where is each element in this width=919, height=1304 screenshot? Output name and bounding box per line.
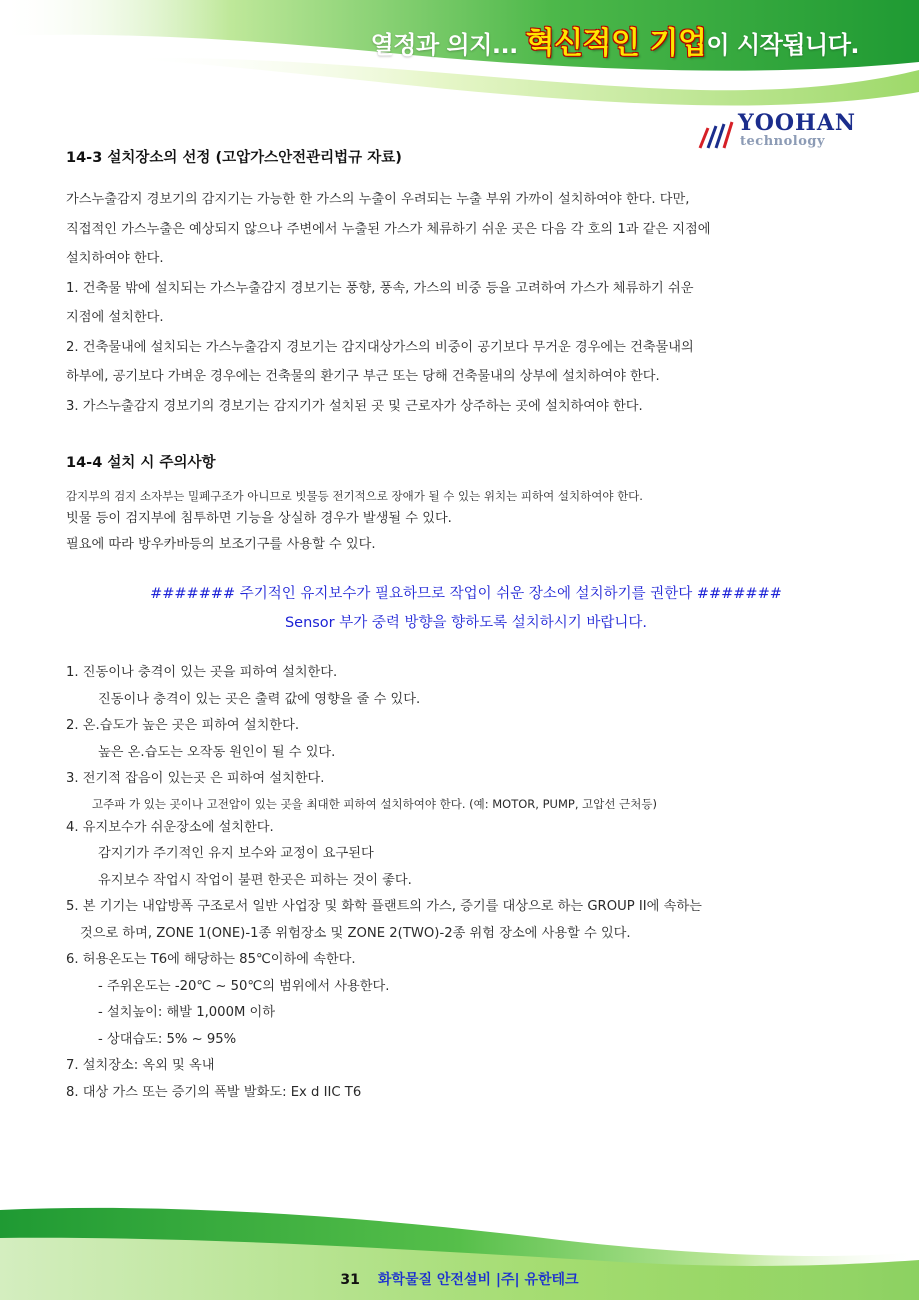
document-body [66, 146, 866, 1106]
slogan-pre: 열정과 의지... [370, 31, 526, 59]
list-item: 5. 본 기기는 내압방폭 구조로서 일반 사업장 및 화학 플랜트의 가스, 증기를 대상으로 하는 GROUP II에 속하는 [66, 899, 702, 914]
list-item-detail: 진동이나 충격이 있는 곳은 출력 값에 영향을 줄 수 있다. [98, 691, 421, 707]
list-item-detail: 것으로 하며, ZONE 1(ONE)-1종 위험장소 및 ZONE 2(TWO)-2종 위험 장소에 사용할 수 있다. [80, 925, 631, 941]
page-number: 31 [340, 1272, 360, 1288]
paragraph-line: 3. 가스누출감지 경보기의 경보기는 감지기가 설치된 곳 및 근로자가 상주하는 곳에 설치하여야 한다. [66, 398, 643, 414]
paragraph-line: 1. 건축물 밖에 설치되는 가스누출감지 경보기는 풍향, 풍속, 가스의 비중 등을 고려하여 가스가 체류하기 쉬운 [66, 280, 694, 296]
paragraph-line: 필요에 따라 방우카바등의 보조기구를 사용할 수 있다. [66, 537, 376, 552]
list-item: 4. 유지보수가 쉬운장소에 설치한다. [66, 819, 274, 835]
paragraph-line: 설치하여야 한다. [66, 251, 164, 266]
paragraph-line: 지점에 설치한다. [66, 310, 164, 325]
paragraph-line: 직접적인 가스누출은 예상되지 않으나 주변에서 누출된 가스가 체류하기 쉬운 곳은 다음 각 호의 1과 같은 지점에 [66, 221, 711, 237]
footer [0, 1269, 919, 1289]
paragraph-line: 2. 건축물내에 설치되는 가스누출감지 경보기는 감지대상가스의 비중이 공기보다 무거운 경우에는 건축물내의 [66, 339, 694, 355]
section-heading-14-3: 14-3 설치장소의 선정 (고압가스안전관리법규 자료) [66, 150, 402, 166]
list-item: 7. 설치장소: 옥외 및 옥내 [66, 1058, 215, 1073]
list-item: 8. 대상 가스 또는 증기의 폭발 발화도: Ex d IIC T6 [66, 1084, 362, 1100]
paragraph-line: 가스누출감지 경보기의 감지기는 가능한 한 가스의 누출이 우려되는 누출 부위 가까이 설치하여야 한다. 다만, [66, 192, 690, 207]
notice-line: Sensor 부가 중력 방향을 향하도록 설치하시기 바랍니다. [284, 615, 648, 631]
list-item-detail: 고주파 가 있는 곳이나 고전압이 있는 곳을 최대한 피하여 설치하여야 한다. (예: MOTOR, PUMP, 고압선 근처등) [92, 796, 657, 811]
notice-line: ####### 주기적인 유지보수가 필요하므로 작업이 쉬운 장소에 설치하기를 권한다 ####### [150, 586, 782, 602]
list-item-detail: 유지보수 작업시 작업이 불편 한곳은 피하는 것이 좋다. [98, 872, 412, 888]
slogan-highlight: 혁신적인 기업 [525, 26, 707, 61]
list-item-detail: 감지기가 주기적인 유지 보수와 교정이 요구된다 [98, 846, 374, 861]
list-item-detail: - 설치높이: 해발 1,000M 이하 [98, 1005, 276, 1020]
list-item: 3. 전기적 잡음이 있는곳 은 피하여 설치한다. [66, 771, 325, 786]
list-item: 2. 온.습도가 높은 곳은 피하여 설치한다. [66, 718, 300, 733]
paragraph-line-small: 감지부의 검지 소자부는 밀폐구조가 아니므로 빗물등 전기적으로 장애가 될 수 있는 위치는 피하여 설치하여야 한다. [66, 489, 643, 503]
footer-company: 화학물질 안전설비 |주| 유한테크 [377, 1272, 579, 1288]
list-item-detail: - 상대습도: 5% ~ 95% [98, 1031, 237, 1047]
slogan [371, 18, 859, 62]
section-heading-14-4: 14-4 설치 시 주의사항 [66, 455, 216, 471]
paragraph-line: 빗물 등이 검지부에 침투하면 기능을 상실하 경우가 발생될 수 있다. [66, 511, 452, 526]
list-item: 6. 허용온도는 T6에 해당하는 85℃이하에 속한다. [66, 952, 356, 967]
logo-wordmark: YOOHAN [738, 110, 856, 136]
paragraph-line: 하부에, 공기보다 가벼운 경우에는 건축물의 환기구 부근 또는 당해 건축물내의 상부에 설치하여야 한다. [66, 369, 660, 384]
list-item-detail: 높은 온.습도는 오작동 원인이 될 수 있다. [98, 744, 336, 760]
list-item: 1. 진동이나 충격이 있는 곳을 피하여 설치한다. [66, 665, 338, 680]
logo-subtitle: technology [740, 134, 826, 149]
list-item-detail: - 주위온도는 -20℃ ~ 50℃의 범위에서 사용한다. [98, 978, 390, 994]
slogan-post: 이 시작됩니다. [706, 31, 859, 59]
caution-list [66, 660, 866, 1106]
